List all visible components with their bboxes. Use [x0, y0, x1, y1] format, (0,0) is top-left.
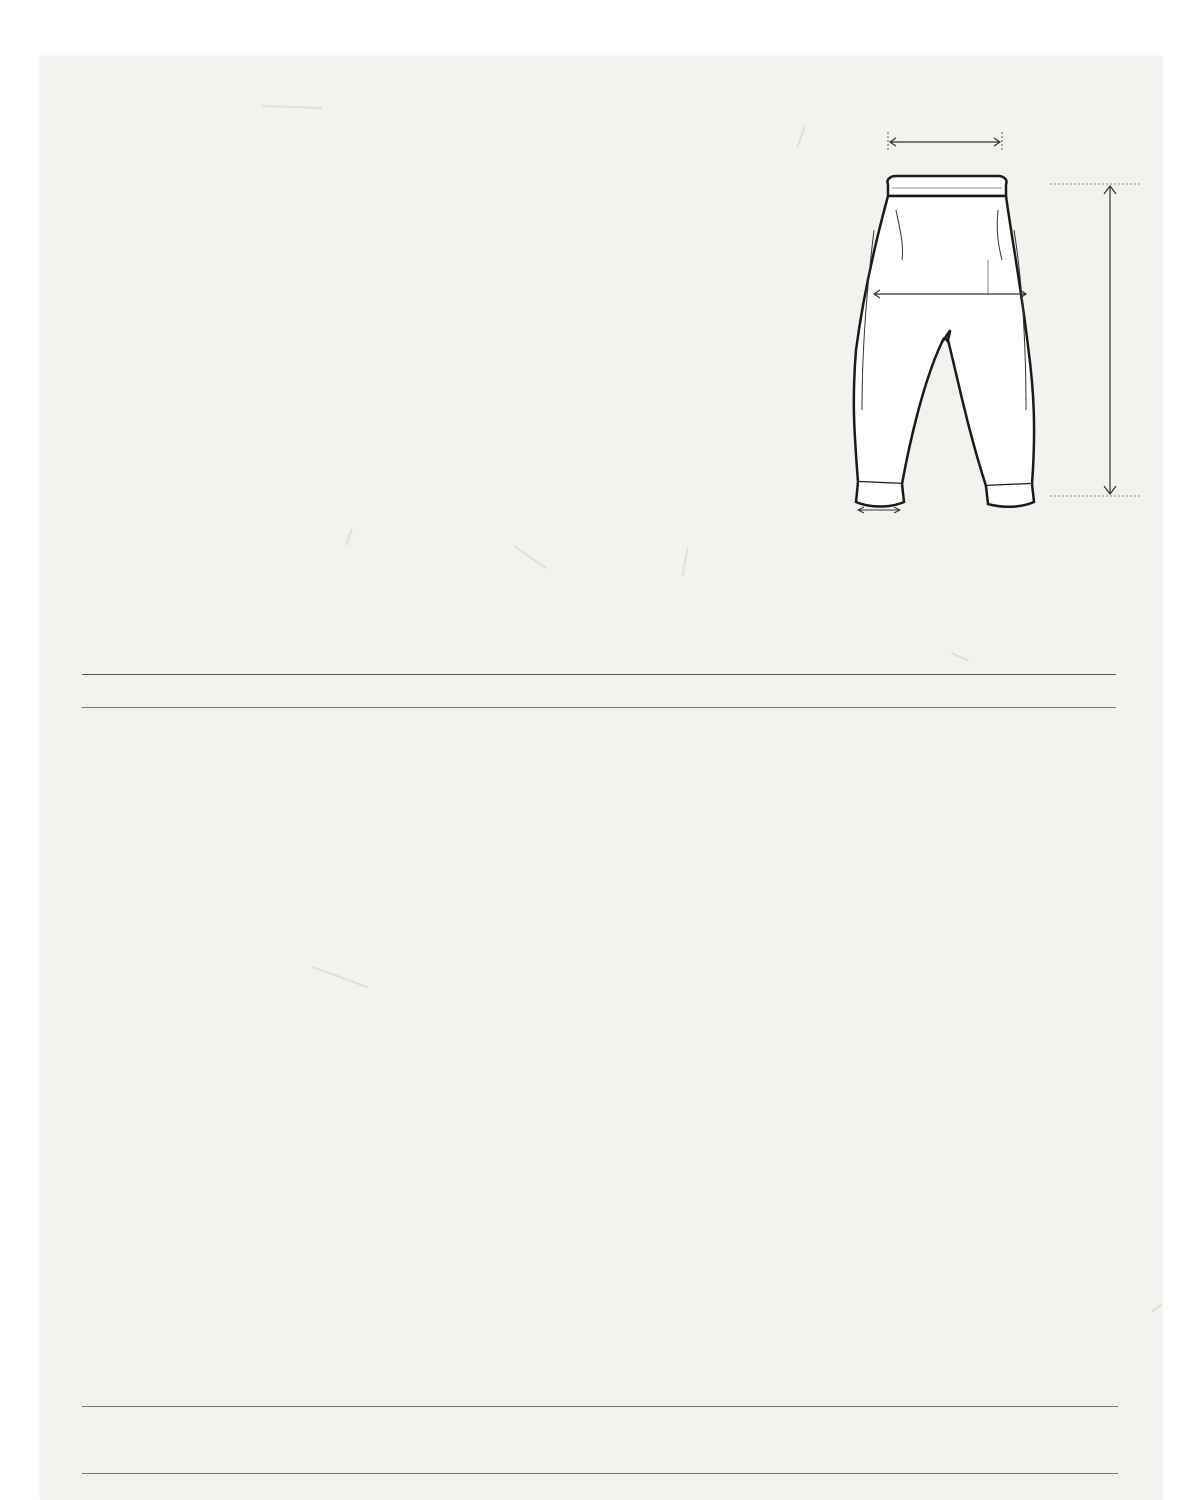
pants-diagram [840, 110, 1140, 530]
paper-background [40, 56, 1162, 1500]
size-recommendations [82, 1328, 1118, 1474]
table-body [82, 675, 1116, 708]
size-table [82, 586, 1116, 708]
recommendation-ranges [82, 1328, 1118, 1407]
recommendation-sizes [82, 1407, 1118, 1474]
table-header-row [82, 586, 1116, 675]
